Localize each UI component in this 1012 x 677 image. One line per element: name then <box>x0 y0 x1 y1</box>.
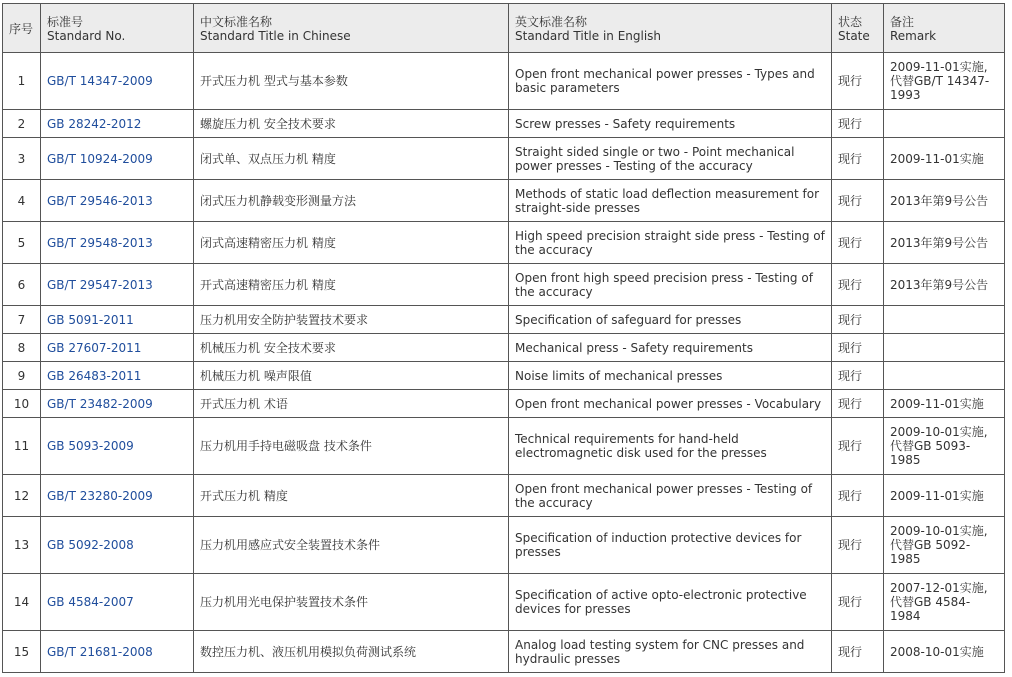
title-en-cell: Open front mechanical power presses - Vocabulary <box>509 390 832 418</box>
table-row <box>3 631 1005 673</box>
remark-cell: 2009-11-01实施 <box>884 390 1005 418</box>
remark-cell <box>884 334 1005 362</box>
seq-cell: 6 <box>3 264 41 306</box>
title-en-cell: Methods of static load deflection measurement for straight-side presses <box>509 180 832 222</box>
seq-cell: 12 <box>3 475 41 517</box>
standards-table <box>2 3 1005 673</box>
header-title-cn-en: Standard Title in Chinese <box>200 29 351 43</box>
remark-cell <box>884 306 1005 334</box>
table-row <box>3 334 1005 362</box>
title-cn-cell: 压力机用感应式安全装置技术条件 <box>194 517 509 574</box>
standard-no-cell <box>41 222 194 264</box>
header-state-cn: 状态 <box>838 15 863 29</box>
table-row <box>3 138 1005 180</box>
remark-cell: 2013年第9号公告 <box>884 264 1005 306</box>
seq-cell: 2 <box>3 110 41 138</box>
table-row <box>3 53 1005 110</box>
standard-no-cell <box>41 574 194 631</box>
table-row <box>3 418 1005 475</box>
title-cn-cell: 机械压力机 噪声限值 <box>194 362 509 390</box>
standard-no-cell <box>41 475 194 517</box>
standard-no-cell <box>41 53 194 110</box>
standard-no-cell <box>41 418 194 475</box>
header-remark <box>884 4 1005 53</box>
header-title-en-cn: 英文标准名称 <box>515 15 588 29</box>
standard-no-cell <box>41 517 194 574</box>
standard-no-link[interactable]: GB/T 29546-2013 <box>47 193 153 208</box>
header-title-en <box>509 4 832 53</box>
standard-no-cell <box>41 390 194 418</box>
state-cell: 现行 <box>832 475 884 517</box>
title-cn-cell: 压力机用手持电磁吸盘 技术条件 <box>194 418 509 475</box>
table-row <box>3 574 1005 631</box>
remark-cell: 2007-12-01实施,代替GB 4584-1984 <box>884 574 1005 631</box>
standard-no-cell <box>41 138 194 180</box>
title-en-cell: Open front mechanical power presses - Testing of the accuracy <box>509 475 832 517</box>
state-cell: 现行 <box>832 631 884 673</box>
header-standard-no-en: Standard No. <box>47 29 126 43</box>
title-cn-cell: 压力机用安全防护装置技术要求 <box>194 306 509 334</box>
title-en-cell: High speed precision straight side press - Testing of the accuracy <box>509 222 832 264</box>
seq-cell: 14 <box>3 574 41 631</box>
title-cn-cell: 闭式单、双点压力机 精度 <box>194 138 509 180</box>
header-seq <box>3 4 41 53</box>
standard-no-cell <box>41 110 194 138</box>
remark-cell: 2009-11-01实施 <box>884 475 1005 517</box>
standard-no-link[interactable]: GB/T 10924-2009 <box>47 151 153 166</box>
header-title-cn <box>194 4 509 53</box>
table-row <box>3 264 1005 306</box>
title-cn-cell: 开式高速精密压力机 精度 <box>194 264 509 306</box>
remark-cell <box>884 362 1005 390</box>
table-row <box>3 306 1005 334</box>
title-en-cell: Specification of induction protective devices for presses <box>509 517 832 574</box>
state-cell: 现行 <box>832 264 884 306</box>
header-title-cn-cn: 中文标准名称 <box>200 15 273 29</box>
standards-table-container <box>2 3 1005 673</box>
standard-no-link[interactable]: GB/T 23280-2009 <box>47 488 153 503</box>
standard-no-link[interactable]: GB/T 29547-2013 <box>47 277 153 292</box>
header-remark-en: Remark <box>890 29 937 43</box>
table-row <box>3 475 1005 517</box>
table-row <box>3 517 1005 574</box>
header-standard-no-cn: 标准号 <box>47 15 84 29</box>
header-row <box>3 4 1005 53</box>
standard-no-cell <box>41 180 194 222</box>
state-cell: 现行 <box>832 574 884 631</box>
standard-no-link[interactable]: GB/T 14347-2009 <box>47 74 153 88</box>
header-seq-cn: 序号 <box>9 22 34 36</box>
state-cell: 现行 <box>832 138 884 180</box>
state-cell: 现行 <box>832 180 884 222</box>
standard-no-link[interactable]: GB 26483-2011 <box>47 368 142 383</box>
remark-cell: 2009-10-01实施,代替GB 5093-1985 <box>884 418 1005 475</box>
table-row <box>3 222 1005 264</box>
seq-cell: 13 <box>3 517 41 574</box>
standard-no-cell <box>41 362 194 390</box>
seq-cell: 10 <box>3 390 41 418</box>
state-cell: 现行 <box>832 53 884 110</box>
header-standard-no <box>41 4 194 53</box>
title-en-cell: Mechanical press - Safety requirements <box>509 334 832 362</box>
seq-cell: 8 <box>3 334 41 362</box>
standard-no-link[interactable]: GB 27607-2011 <box>47 340 142 355</box>
remark-cell: 2009-11-01实施 <box>884 138 1005 180</box>
title-cn-cell: 开式压力机 精度 <box>194 475 509 517</box>
standard-no-cell <box>41 631 194 673</box>
standard-no-link[interactable]: GB/T 21681-2008 <box>47 644 153 659</box>
table-row <box>3 390 1005 418</box>
title-cn-cell: 开式压力机 术语 <box>194 390 509 418</box>
header-title-en-en: Standard Title in English <box>515 29 662 43</box>
title-en-cell: Specification of active opto-electronic protective devices for presses <box>509 574 832 631</box>
title-en-cell: Screw presses - Safety requirements <box>509 110 832 138</box>
state-cell: 现行 <box>832 306 884 334</box>
title-en-cell: Technical requirements for hand-held electromagnetic disk used for the presses <box>509 418 832 475</box>
remark-cell: 2008-10-01实施 <box>884 631 1005 673</box>
title-en-cell: Open front mechanical power presses - Types and basic parameters <box>509 53 832 110</box>
state-cell: 现行 <box>832 390 884 418</box>
title-en-cell: Specification of safeguard for presses <box>509 306 832 334</box>
remark-cell: 2009-10-01实施,代替GB 5092-1985 <box>884 517 1005 574</box>
table-row <box>3 180 1005 222</box>
title-en-cell: Open front high speed precision press - Testing of the accuracy <box>509 264 832 306</box>
standard-no-cell <box>41 334 194 362</box>
seq-cell: 11 <box>3 418 41 475</box>
state-cell: 现行 <box>832 334 884 362</box>
title-cn-cell: 螺旋压力机 安全技术要求 <box>194 110 509 138</box>
header-remark-cn: 备注 <box>890 15 915 29</box>
table-row <box>3 110 1005 138</box>
standard-no-link[interactable]: GB 5092-2008 <box>47 538 134 552</box>
title-cn-cell: 闭式压力机静载变形测量方法 <box>194 180 509 222</box>
standard-no-cell <box>41 306 194 334</box>
standard-no-link[interactable]: GB/T 23482-2009 <box>47 396 153 411</box>
table-row <box>3 362 1005 390</box>
state-cell: 现行 <box>832 418 884 475</box>
seq-cell: 1 <box>3 53 41 110</box>
standard-no-cell <box>41 264 194 306</box>
standard-no-link[interactable]: GB 5091-2011 <box>47 312 134 327</box>
title-cn-cell: 机械压力机 安全技术要求 <box>194 334 509 362</box>
remark-cell <box>884 110 1005 138</box>
state-cell: 现行 <box>832 110 884 138</box>
remark-cell: 2013年第9号公告 <box>884 180 1005 222</box>
seq-cell: 3 <box>3 138 41 180</box>
state-cell: 现行 <box>832 517 884 574</box>
remark-cell: 2009-11-01实施,代替GB/T 14347-1993 <box>884 53 1005 110</box>
seq-cell: 9 <box>3 362 41 390</box>
title-cn-cell: 数控压力机、液压机用模拟负荷测试系统 <box>194 631 509 673</box>
standard-no-link[interactable]: GB 5093-2009 <box>47 439 134 453</box>
seq-cell: 4 <box>3 180 41 222</box>
title-cn-cell: 压力机用光电保护装置技术条件 <box>194 574 509 631</box>
standard-no-link[interactable]: GB/T 29548-2013 <box>47 235 153 250</box>
header-state <box>832 4 884 53</box>
remark-cell: 2013年第9号公告 <box>884 222 1005 264</box>
title-en-cell: Straight sided single or two - Point mechanical power presses - Testing of the accuracy <box>509 138 832 180</box>
standard-no-link[interactable]: GB 4584-2007 <box>47 595 134 609</box>
seq-cell: 15 <box>3 631 41 673</box>
header-state-en: State <box>838 29 870 43</box>
state-cell: 现行 <box>832 362 884 390</box>
title-cn-cell: 开式压力机 型式与基本参数 <box>194 53 509 110</box>
state-cell: 现行 <box>832 222 884 264</box>
seq-cell: 7 <box>3 306 41 334</box>
title-en-cell: Analog load testing system for CNC presses and hydraulic presses <box>509 631 832 673</box>
standard-no-link[interactable]: GB 28242-2012 <box>47 116 142 131</box>
seq-cell: 5 <box>3 222 41 264</box>
title-cn-cell: 闭式高速精密压力机 精度 <box>194 222 509 264</box>
title-en-cell: Noise limits of mechanical presses <box>509 362 832 390</box>
